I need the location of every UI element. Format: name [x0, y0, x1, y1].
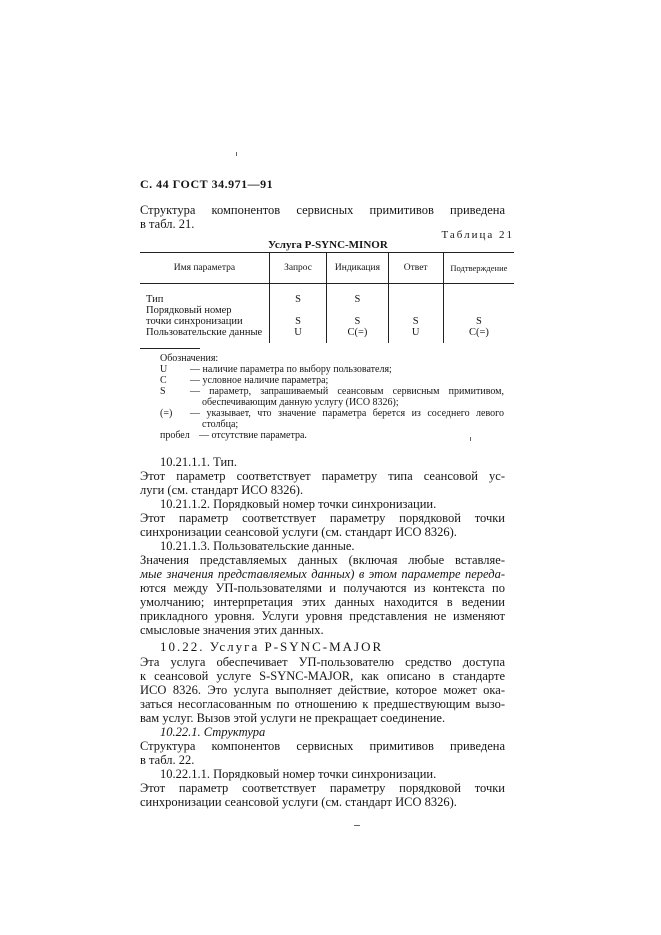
body-line: ются между УП-пользователями и получаются из контекста по: [140, 581, 505, 595]
body-line: луги (см. стандарт ИСО 8326).: [140, 483, 304, 497]
section-10-22-1-1-title: 10.22.1.1. Порядковый номер точки синхронизации.: [160, 767, 437, 781]
body-line: смысловые значения этих данных.: [140, 623, 324, 637]
body-line: прикладного уровня. Услуги уровня представления не изменяют: [140, 609, 505, 623]
body-line: Значения представляемых данных (включая любые вставляе-: [140, 553, 505, 567]
col-header-confirm: Подтверждение: [443, 253, 514, 284]
body-line: ИСО 8326. Это услуга выполняет действие, которое может ока-: [140, 683, 505, 697]
table-body-row: [140, 284, 514, 344]
legend-text-equals: — указывает, что значение параметра берется из соседнего левого: [190, 408, 504, 419]
page-header: С. 44 ГОСТ 34.971—91: [140, 177, 274, 191]
table-number: Таблица 21: [441, 229, 514, 241]
confirm-cell: [443, 284, 514, 344]
body-line: Эта услуга обеспечивает УП-пользователю средство доступа: [140, 655, 505, 669]
body-line: Этот параметр соответствует параметру типа сеансовой ус-: [140, 469, 505, 483]
section-10-22-title: 10.22. Услуга P-SYNC-MAJOR: [160, 639, 384, 654]
legend-key-s: S: [160, 386, 166, 397]
cell-response-type: [390, 294, 442, 305]
intro-line-2: в табл. 21.: [140, 217, 195, 231]
cell-request-user-data: U: [294, 327, 302, 338]
table-caption: Услуга P-SYNC-MINOR: [268, 239, 388, 251]
legend-text-equals-cont: столбца;: [202, 419, 239, 430]
cell-confirm-type: [445, 294, 513, 305]
cell-request-type: S: [295, 294, 301, 305]
indication-cell: [327, 284, 388, 344]
body-line: мые значения представляемых данных) в этом параметре переда-: [140, 567, 505, 581]
cell-confirm-user-data: C(=): [468, 327, 489, 338]
cell-indication-type: S: [354, 294, 361, 305]
col-header-response: Ответ: [388, 253, 443, 284]
row-name-user-data: Пользовательские данные: [146, 327, 263, 338]
scan-speck: [470, 437, 471, 441]
legend-title: Обозначения:: [160, 353, 219, 364]
cell-indication-user-data: C(=): [347, 327, 368, 338]
legend-text-u: — наличие параметра по выбору пользователя;: [190, 364, 392, 375]
section-10-22-1-title: 10.22.1. Структура: [160, 725, 266, 739]
body-line: Этот параметр соответствует параметру порядковой точки: [140, 781, 505, 795]
scan-speck: [354, 825, 360, 826]
legend-key-c: C: [160, 375, 167, 386]
footnote-rule: [140, 348, 200, 349]
body-line: в табл. 22.: [140, 753, 195, 767]
body-line: к сеансовой услуге S-SYNC-MAJOR, как описано в стандарте: [140, 669, 505, 683]
cell-confirm-sync: S: [475, 316, 482, 327]
cell-response-sync: S: [412, 316, 419, 327]
response-cell: [388, 284, 443, 344]
body-line: заться несогласованным по отношению к предшествующим вызо-: [140, 697, 505, 711]
intro-line-1: Структура компонентов сервисных примитивов приведена: [140, 203, 505, 217]
col-header-parameter-name: Имя параметра: [140, 253, 269, 284]
row-name-sync-number: Порядковый номер точки синхронизации: [146, 305, 243, 327]
legend-key-space: пробел: [160, 430, 190, 441]
legend-key-equals: (=): [160, 408, 173, 419]
col-header-indication: Индикация: [327, 253, 388, 284]
body-line: вам услуг. Вызов этой услуги не прекращает соединение.: [140, 711, 446, 725]
body-line: умолчанию; интерпретация этих данных находится в ведении: [140, 595, 505, 609]
cell-indication-sync: S: [354, 316, 361, 327]
row-name-type: Тип: [146, 294, 164, 305]
scan-speck: [236, 152, 237, 156]
parameter-names-cell: [140, 284, 269, 344]
col-header-request: Запрос: [269, 253, 327, 284]
legend-key-u: U: [160, 364, 168, 375]
service-table: [140, 252, 514, 343]
body-line: Этот параметр соответствует параметру порядковой точки: [140, 511, 505, 525]
section-10-21-1-3-title: 10.21.1.3. Пользовательские данные.: [160, 539, 355, 553]
legend-text-s: — параметр, запрашиваемый сеансовым сервисным примитивом,: [190, 386, 504, 397]
cell-response-user-data: U: [411, 327, 420, 338]
cell-request-sync: S: [295, 316, 301, 327]
section-10-21-1-1-title: 10.21.1.1. Тип.: [160, 455, 237, 469]
legend-text-space: — отсутствие параметра.: [199, 430, 307, 441]
body-line: Структура компонентов сервисных примитивов приведена: [140, 739, 505, 753]
request-cell: [269, 284, 327, 344]
legend-text-s-cont: обеспечивающим данную услугу (ИСО 8326);: [202, 397, 399, 408]
legend-text-c: — условное наличие параметра;: [190, 375, 329, 386]
section-10-21-1-2-title: 10.21.1.2. Порядковый номер точки синхронизации.: [160, 497, 437, 511]
body-line: синхронизации сеансовой услуги (см. стандарт ИСО 8326).: [140, 525, 457, 539]
body-line: синхронизации сеансовой услуги (см. стандарт ИСО 8326).: [140, 795, 457, 809]
